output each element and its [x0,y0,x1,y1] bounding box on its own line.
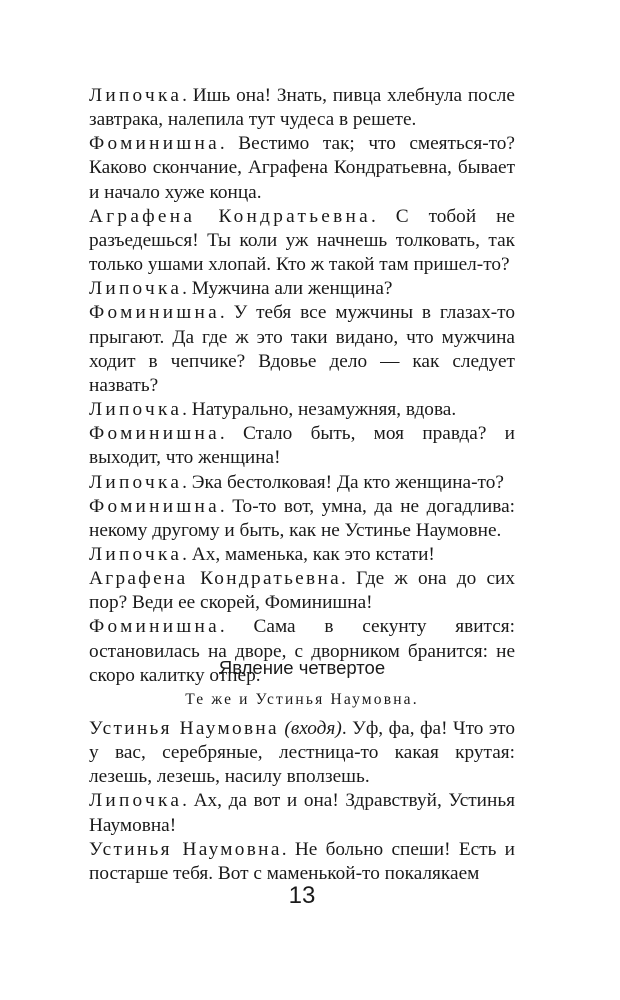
speaker-name: Липочка [89,471,183,493]
speaker-name: Липочка [89,85,183,106]
speech-text: . Эка бестолковая! Да кто женщина-то? [182,471,504,493]
speech-text: . Ах, да вот и она! Здравствуй, Устинья Наумовна! [89,790,515,836]
scene-cast: Те же и Устинья Наумовна. [185,691,419,708]
speaker-name: Аграфена Кондратьевна [89,205,371,227]
page-number: 13 [288,882,316,909]
dialogue-line [89,789,515,837]
speaker-name: Липочка [89,543,183,565]
dialogue-line [89,495,515,543]
speaker-name: Устинья Наумовна [89,838,282,860]
speech-text: . Не больно спеши! Есть и постарше тебя. Вот с маменькой-то покалякаем [89,838,515,884]
speaker-name: Липочка [89,399,183,421]
speech-text: . Сама в секунту явится: остановилась на дворе, с дворником бранится: не скоро калитку отпер. [89,616,515,686]
speech-text: . Мужчина али женщина? [182,278,393,300]
dialogue-line [89,277,515,301]
speaker-name: Устинья Наумовна [89,718,279,739]
dialogue-line [89,471,515,495]
speaker-name: Фоминишна [89,616,220,638]
dialogue-line [89,84,515,132]
dialogue-line [89,717,515,789]
speaker-name: Липочка [89,278,183,300]
speaker-name: Липочка [89,790,183,812]
speech-text: . Ишь она! Знать, пивца хлебнула после завтрака, налепила тут чудеса в решете. [89,85,515,131]
speaker-name: Фоминишна [89,423,220,445]
speech-text: . Стало быть, моя правда? и выходит, что женщина! [89,423,515,469]
dialogue-line [89,543,515,567]
dialogue-line [89,838,515,886]
speaker-name: Фоминишна [89,133,220,155]
speaker-name: Аграфена Кондратьевна [89,568,341,590]
scene-heading: Явление четвертое [218,657,386,678]
dialogue-line [89,205,515,277]
speech-text: . С тобой не разъедешься! Ты коли уж начнешь толковать, так только ушами хлопай. Кто ж такой там пришел-то? [89,205,515,276]
dialogue-line [89,567,515,615]
speech-text: . То-то вот, умна, да не догадлива: некому другому и быть, как не Устинье Наумовне. [89,495,515,541]
speaker-name: Фоминишна [89,302,220,324]
speech-text: . Где ж она до сих пор? Веди ее скорей, Фоминишна! [89,568,515,614]
speech-text: . У тебя все мужчины в глазах-то прыгают. Да где ж это таки видано, что мужчина ходит в чепчике? Вдовье дело — как следует назвать? [89,302,515,396]
dialogue-block-bottom [89,717,515,886]
speech-text: . Уф, фа, фа! Что это у вас, серебряные, лестница-то какая крутая: лезешь, лезешь, насилу вползешь. [89,718,515,788]
speech-text: . Ах, маменька, как это кстати! [182,543,435,565]
speech-text: . Вестимо так; что смеяться-то? Каково скончание, Аграфена Кондратьевна, бывает и начало хуже конца. [89,133,515,203]
stage-direction: (входя) [278,718,342,739]
dialogue-line [89,422,515,470]
dialogue-line [89,398,515,422]
speaker-name: Фоминишна [89,495,220,517]
speech-text: . Натурально, незамужняя, вдова. [182,399,457,421]
dialogue-line [89,132,515,204]
dialogue-block-top [89,84,515,688]
dialogue-line [89,301,515,398]
